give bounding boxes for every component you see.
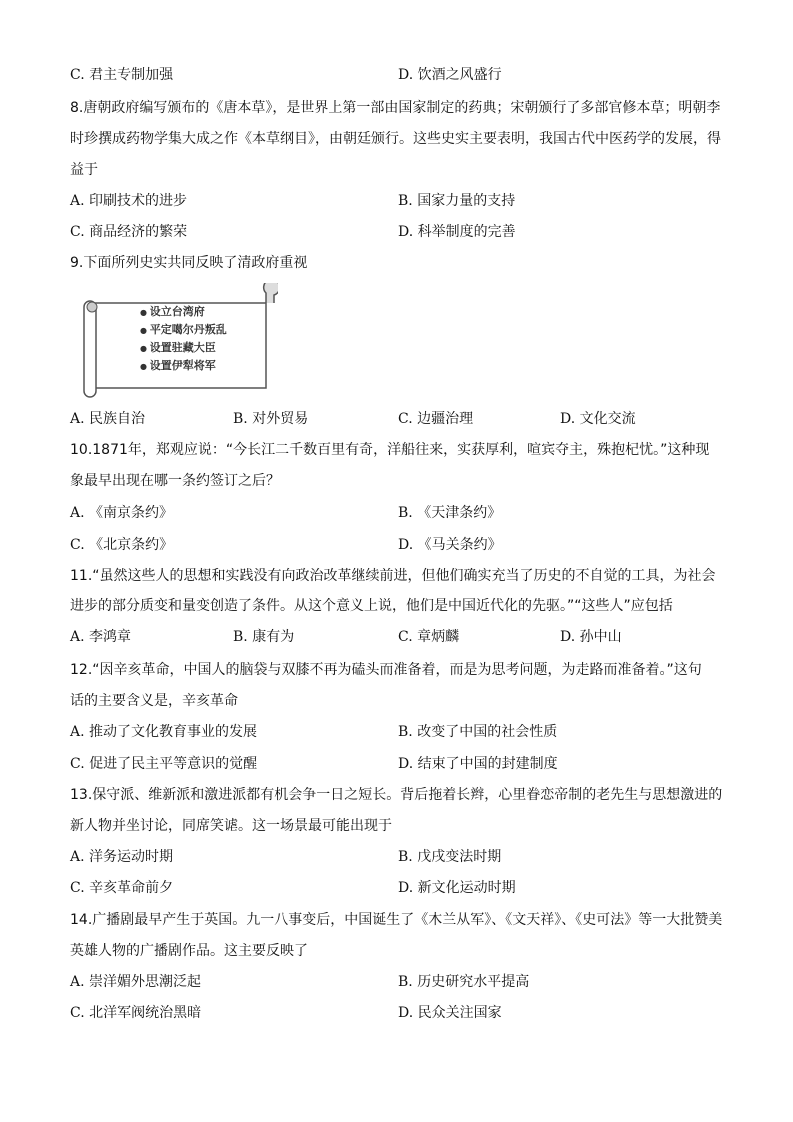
q9-option-c: C. 边疆治理 <box>398 411 474 427</box>
q11-stem-2: 进步的部分质变和量变创造了条件。从这个意义上说，他们是中国近代化的先驱。”“这些人”应包括 <box>70 598 673 614</box>
q11-option-b: B. 康有为 <box>233 629 295 645</box>
q8-option-b: B. 国家力量的支持 <box>398 193 516 209</box>
q13-stem-2: 新人物并坐讨论，同席笑谑。这一场景最可能出现于 <box>70 818 392 834</box>
q13-option-d: D. 新文化运动时期 <box>398 880 516 896</box>
q13-option-a: A. 洋务运动时期 <box>70 849 174 865</box>
q11-option-a: A. 李鸿章 <box>70 629 132 645</box>
q14-option-d: D. 民众关注国家 <box>398 1005 502 1021</box>
q10-stem-2: 象最早出现在哪一条约签订之后？ <box>70 473 280 489</box>
q8-option-d: D. 科举制度的完善 <box>398 224 516 240</box>
q14-option-a: A. 崇洋媚外思潮泛起 <box>70 974 202 990</box>
q13-stem-1: 13.保守派、维新派和激进派都有机会争一日之短长。背后拖着长辫，心里眷恋帝制的老先生与思想激进的 <box>70 787 723 803</box>
q11-option-d: D. 孙中山 <box>560 629 622 645</box>
q8-option-c: C. 商品经济的繁荣 <box>70 224 188 240</box>
q13-option-b: B. 戊戌变法时期 <box>398 849 502 865</box>
q10-option-c: C. 《北京条约》 <box>70 537 174 553</box>
scroll-item: ● 设置伊犁将军 <box>140 357 227 375</box>
q12-option-c: C. 促进了民主平等意识的觉醒 <box>70 756 258 772</box>
q13-option-c: C. 辛亥革命前夕 <box>70 880 174 896</box>
q11-stem-1: 11.“虽然这些人的思想和实践没有向政治改革继续前进，但他们确实充当了历史的不自觉的工具，为社会 <box>70 568 716 584</box>
q8-option-a: A. 印刷技术的进步 <box>70 193 188 209</box>
q12-option-b: B. 改变了中国的社会性质 <box>398 724 558 740</box>
q12-stem-2: 话的主要含义是，辛亥革命 <box>70 693 238 709</box>
q8-stem-3: 益于 <box>70 162 98 178</box>
q9-option-d: D. 文化交流 <box>560 411 636 427</box>
q9-stem: 9.下面所列史实共同反映了清政府重视 <box>70 255 308 271</box>
scroll-item: ● 设置驻藏大臣 <box>140 339 227 357</box>
q10-stem-1: 10.1871年，郑观应说：“今长江二千数百里有奇，洋船往来，实获厚利，喧宾夺主，殊抱杞忧。”这种现 <box>70 442 710 458</box>
q14-option-b: B. 历史研究水平提高 <box>398 974 530 990</box>
q12-option-d: D. 结束了中国的封建制度 <box>398 756 558 772</box>
q9-option-b: B. 对外贸易 <box>233 411 309 427</box>
q9-option-a: A. 民族自治 <box>70 411 146 427</box>
q10-option-d: D. 《马关条约》 <box>398 537 502 553</box>
q14-stem-1: 14.广播剧最早产生于英国。九一八事变后，中国诞生了《木兰从军》、《文天祥》、《史可法》等一大批赞美 <box>70 912 723 928</box>
q7-option-d: D. 饮酒之风盛行 <box>398 67 502 83</box>
q14-option-c: C. 北洋军阀统治黑暗 <box>70 1005 202 1021</box>
scroll-item: ● 设立台湾府 <box>140 303 227 321</box>
q12-stem-1: 12.“因辛亥革命，中国人的脑袋与双膝不再为磕头而准备着，而是为思考问题，为走路而准备着。”这句 <box>70 662 702 678</box>
q7-option-c: C. 君主专制加强 <box>70 67 174 83</box>
scroll-list <box>140 303 227 375</box>
q10-option-a: A. 《南京条约》 <box>70 505 174 521</box>
q11-option-c: C. 章炳麟 <box>398 629 460 645</box>
scroll-item: ● 平定噶尔丹叛乱 <box>140 321 227 339</box>
q8-stem-1: 8.唐朝政府编写颁布的《唐本草》，是世界上第一部由国家制定的药典；宋朝颁行了多部官修本草；明朝李 <box>70 100 721 116</box>
scroll-image <box>78 283 278 401</box>
q8-stem-2: 时珍撰成药物学集大成之作《本草纲目》，由朝廷颁行。这些史实主要表明，我国古代中医药学的发展，得 <box>70 131 721 147</box>
q10-option-b: B. 《天津条约》 <box>398 505 502 521</box>
q14-stem-2: 英雄人物的广播剧作品。这主要反映了 <box>70 943 308 959</box>
q12-option-a: A. 推动了文化教育事业的发展 <box>70 724 258 740</box>
